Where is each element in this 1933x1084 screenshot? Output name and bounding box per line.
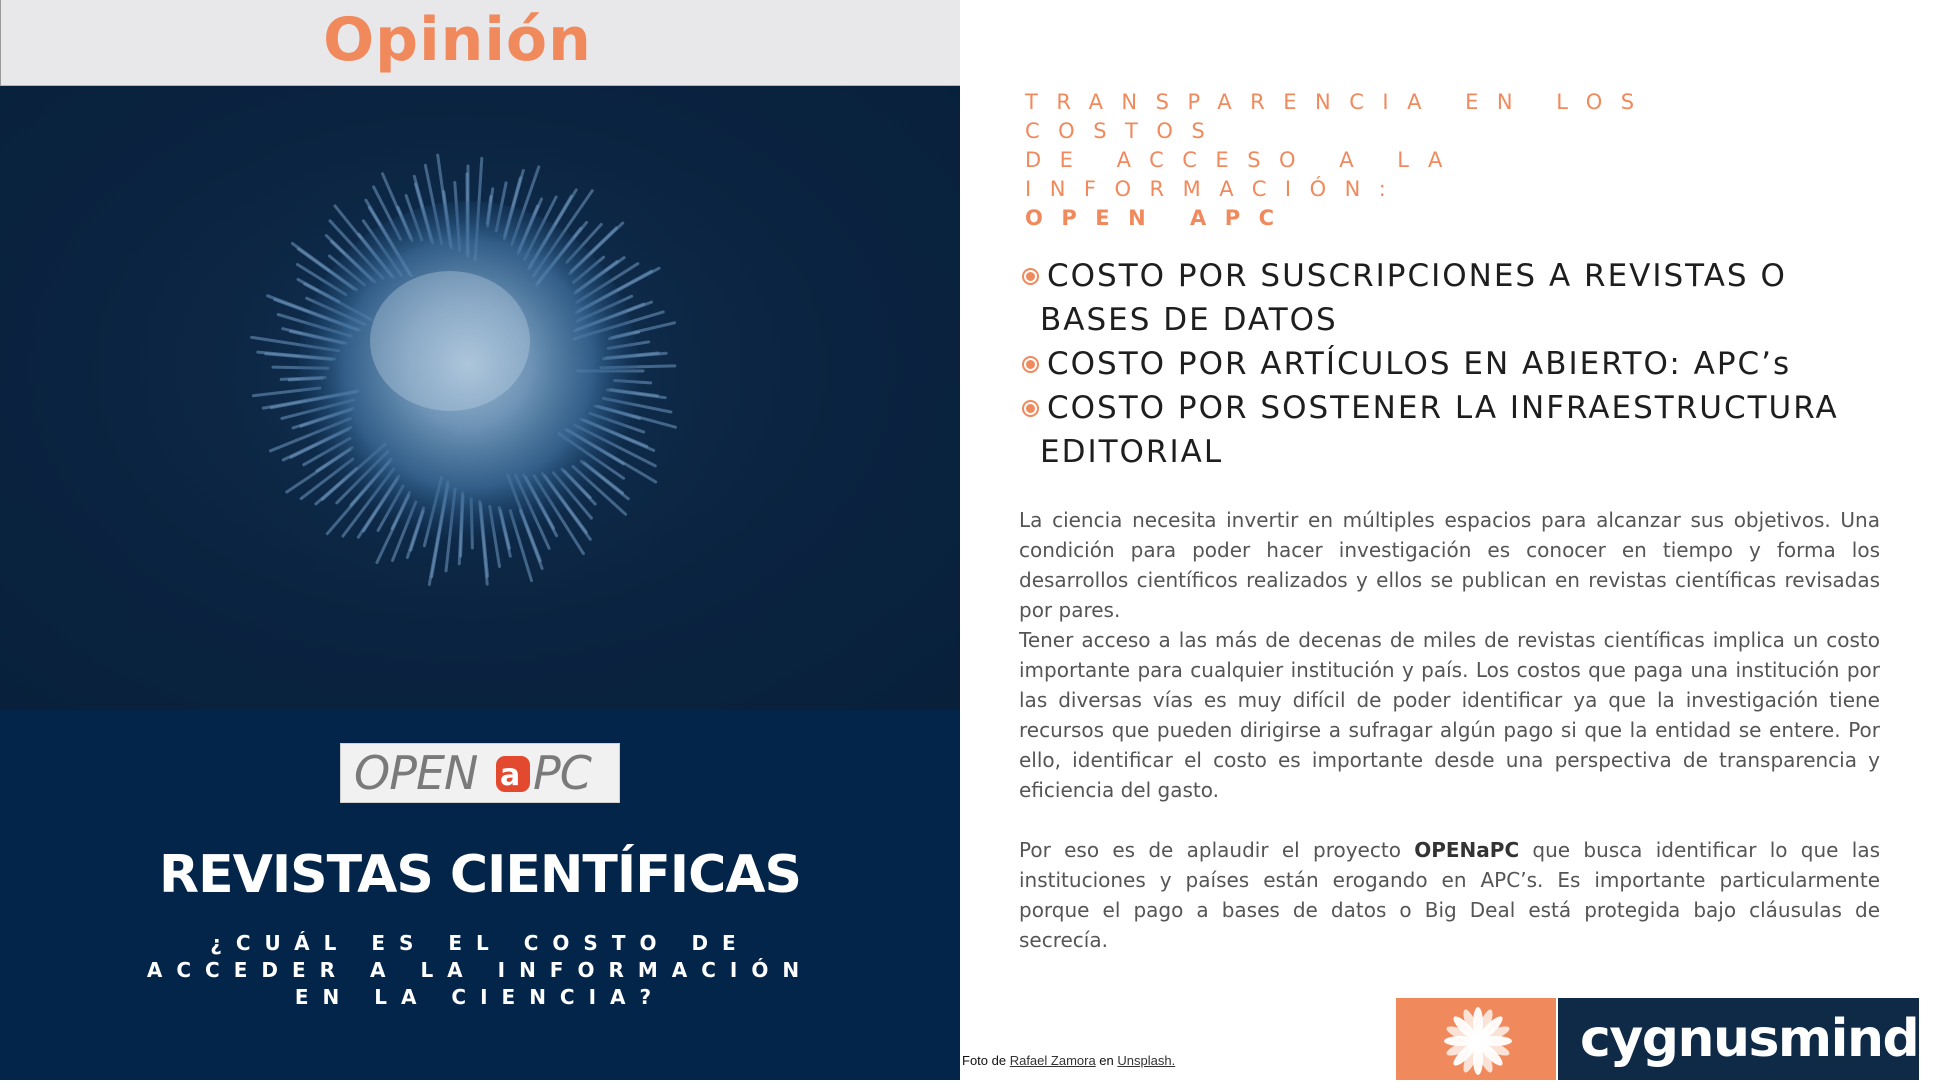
brand-wordmark [1558,998,1919,1080]
kicker-line: DE ACCESO A LA INFORMACIÓN: [1025,146,1825,204]
paragraph [1019,835,1880,955]
cover-subtitle [140,930,820,1011]
dandelion-photo-image [0,86,960,710]
svg-text:PC: PC [533,746,592,800]
paragraph: La ciencia necesita invertir en múltiples espacios para alcanzar sus objetivos. Una condición para poder hacer investigación es conocer en tiempo y forma los desarrollos científicos realizados y ellos se publican en revistas científicas revisadas por pares. [1019,505,1880,625]
flower-logo-icon [1396,998,1556,1080]
cover-photo [0,86,960,710]
cover-panel [0,0,960,1080]
bullet-line: COSTO POR ARTÍCULOS EN ABIERTO: APC’s [1040,342,1882,386]
radio-bullet-icon [1022,400,1039,417]
bullet-item [1022,254,1882,342]
article-body [1019,505,1880,955]
project-name: OPENaPC [1414,838,1519,862]
photo-credit [962,1053,1175,1068]
cover-title: REVISTAS CIENTÍFICAS [0,845,960,905]
registered-mark: ® [1920,1015,1933,1031]
brand-name-text: cygnusmind [1580,1009,1918,1069]
bullet-line: COSTO POR SUSCRIPCIONES A REVISTAS O [1040,254,1882,298]
credit-prefix: Foto de [962,1053,1010,1068]
subtitle-line: ¿CUÁL ES EL COSTO DE [140,930,820,957]
brand-mark [1396,998,1556,1080]
subtitle-line: ACCEDER A LA INFORMACIÓN [140,957,820,984]
radio-bullet-icon [1022,268,1039,285]
radio-bullet-icon [1022,356,1039,373]
svg-text:OPEN: OPEN [354,746,478,800]
unsplash-link[interactable]: Unsplash. [1117,1053,1175,1068]
subtitle-line: EN LA CIENCIA? [140,984,820,1011]
paragraph-text: Por eso es de aplaudir el proyecto [1019,838,1414,862]
open-apc-logo-image [350,747,610,799]
bullet-line: BASES DE DATOS [1040,298,1882,342]
bullet-item [1022,342,1882,386]
paragraph-text: que busca identificar lo que las instituciones y países están erogando en APC’s. Es importante particularmente porque el pago a bases de datos o Big Deal está protegida bajo cláusulas de secrecía. [1019,838,1880,952]
open-apc-logo [340,743,620,803]
bullet-item [1022,386,1882,474]
article-kicker [1025,88,1825,233]
photographer-link[interactable]: Rafael Zamora [1010,1053,1096,1068]
cost-bullet-list [1022,254,1882,474]
credit-middle: en [1096,1053,1118,1068]
section-header [0,0,960,86]
kicker-line: OPEN APC [1025,204,1825,233]
bullet-line: COSTO POR SOSTENER LA INFRAESTRUCTURA [1040,386,1882,430]
section-label: Opinión [0,0,960,80]
brand-name [1580,1009,1933,1069]
paragraph: Tener acceso a las más de decenas de miles de revistas científicas implica un costo importante para cualquier institución y país. Los costos que paga una institución por las diversas vías es muy difícil de poder identificar ya que la investigación tiene recursos que pueden dirigirse a sufragar algún pago si que la entidad se entere. Por ello, identificar el costo es importante desde una perspectiva de transparencia y eficiencia del gasto. [1019,625,1880,805]
bullet-line: EDITORIAL [1040,430,1882,474]
svg-text:a: a [500,758,520,793]
kicker-line: TRANSPARENCIA EN LOS COSTOS [1025,88,1825,146]
